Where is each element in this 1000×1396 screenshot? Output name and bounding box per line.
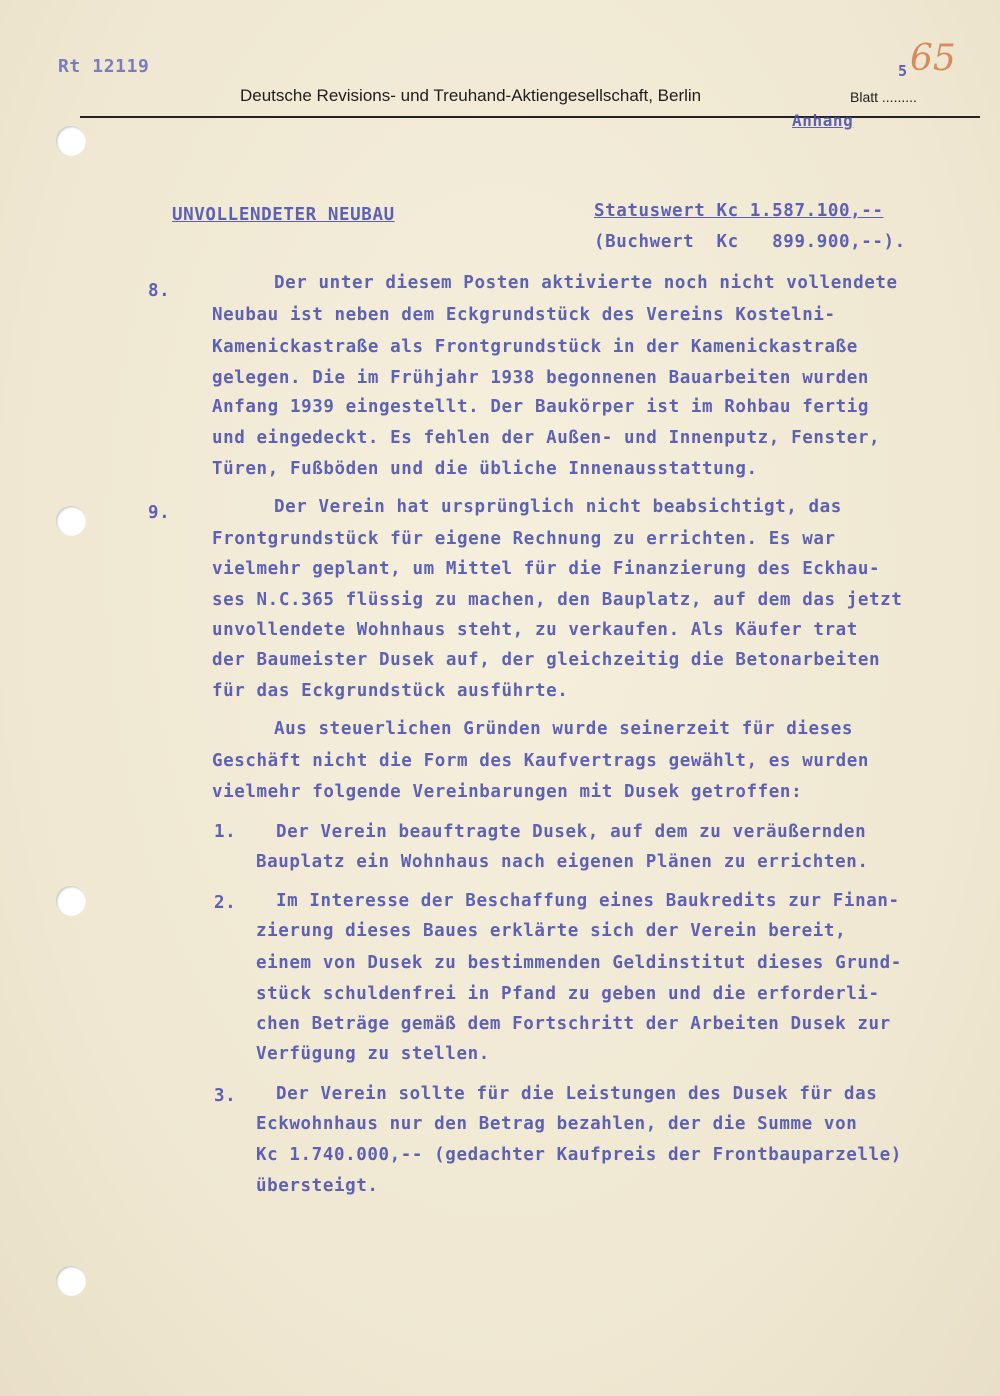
punch-hole <box>56 506 86 536</box>
text-line: stück schuldenfrei in Pfand zu geben und die erforderli- <box>256 984 880 1004</box>
text-line: für das Eckgrundstück ausführte. <box>212 681 569 701</box>
text-line: übersteigt. <box>256 1176 379 1196</box>
text-line: Aus steuerlichen Gründen wurde seinerzeit für dieses <box>274 719 854 739</box>
list-item-number: 3. <box>214 1086 237 1106</box>
text-line: vielmehr folgende Vereinbarungen mit Dusek getroffen: <box>212 782 803 802</box>
status-value-line: Statuswert Kc 1.587.100,-- <box>594 201 884 221</box>
text-line: zierung dieses Baues erklärte sich der Verein bereit, <box>256 921 847 941</box>
text-line: Anfang 1939 eingestellt. Der Baukörper ist im Rohbau fertig <box>212 397 870 417</box>
book-value-line: (Buchwert Kc 899.900,--). <box>594 232 906 252</box>
text-line: Der Verein hat ursprünglich nicht beabsichtigt, das <box>274 497 842 517</box>
paragraph-number: 9. <box>148 503 171 523</box>
text-line: Kc 1.740.000,-- (gedachter Kaufpreis der Frontbauparzelle) <box>256 1145 902 1165</box>
punch-hole <box>56 886 86 916</box>
text-line: Bauplatz ein Wohnhaus nach eigenen Plänen zu errichten. <box>256 852 869 872</box>
text-line: Eckwohnhaus nur den Betrag bezahlen, der die Summe von <box>256 1114 858 1134</box>
page-number-handwritten: 65 <box>910 38 956 79</box>
company-letterhead: Deutsche Revisions- und Treuhand-Aktiengesellschaft, Berlin <box>240 86 702 105</box>
text-line: unvollendete Wohnhaus steht, zu verkaufen. Als Käufer trat <box>212 620 858 640</box>
page-number-typed: 5 <box>898 62 908 80</box>
blatt-label: Blatt <box>850 89 879 105</box>
text-line: Frontgrundstück für eigene Rechnung zu errichten. Es war <box>212 529 836 549</box>
paragraph-number: 8. <box>148 281 171 301</box>
text-line: Verfügung zu stellen. <box>256 1044 490 1064</box>
blatt-dots: ......... <box>881 89 917 105</box>
section-title: UNVOLLENDETER NEUBAU <box>172 205 395 225</box>
text-line: Kamenickastraße als Frontgrundstück in der Kamenickastraße <box>212 337 858 357</box>
text-line: und eingedeckt. Es fehlen der Außen- und Innenputz, Fenster, <box>212 428 881 448</box>
sheet-label <box>850 89 917 105</box>
punch-hole <box>56 126 86 156</box>
text-line: Der Verein sollte für die Leistungen des Dusek für das <box>276 1084 878 1104</box>
text-line: Türen, Fußböden und die übliche Innenausstattung. <box>212 459 758 479</box>
text-line: Geschäft nicht die Form des Kaufvertrags gewählt, es wurden <box>212 751 870 771</box>
list-item-number: 1. <box>214 822 237 842</box>
text-line: Der Verein beauftragte Dusek, auf dem zu veräußernden <box>276 822 867 842</box>
archive-reference: Rt 12119 <box>58 56 150 77</box>
list-item-number: 2. <box>214 893 237 913</box>
anhang-label: Anhang <box>792 111 854 130</box>
text-line: einem von Dusek zu bestimmenden Geldinstitut dieses Grund- <box>256 953 902 973</box>
text-line: ses N.C.365 flüssig zu machen, den Bauplatz, auf dem das jetzt <box>212 590 903 610</box>
punch-hole <box>56 1266 86 1296</box>
text-line: Im Interesse der Beschaffung eines Baukredits zur Finan- <box>276 891 900 911</box>
text-line: Neubau ist neben dem Eckgrundstück des Vereins Kostelni- <box>212 305 836 325</box>
text-line: gelegen. Die im Frühjahr 1938 begonnenen Bauarbeiten wurden <box>212 368 870 388</box>
text-line: vielmehr geplant, um Mittel für die Finanzierung des Eckhau- <box>212 559 881 579</box>
text-line: chen Beträge gemäß dem Fortschritt der Arbeiten Dusek zur <box>256 1014 891 1034</box>
text-line: Der unter diesem Posten aktivierte noch nicht vollendete <box>274 273 898 293</box>
text-line: der Baumeister Dusek auf, der gleichzeitig die Betonarbeiten <box>212 650 881 670</box>
